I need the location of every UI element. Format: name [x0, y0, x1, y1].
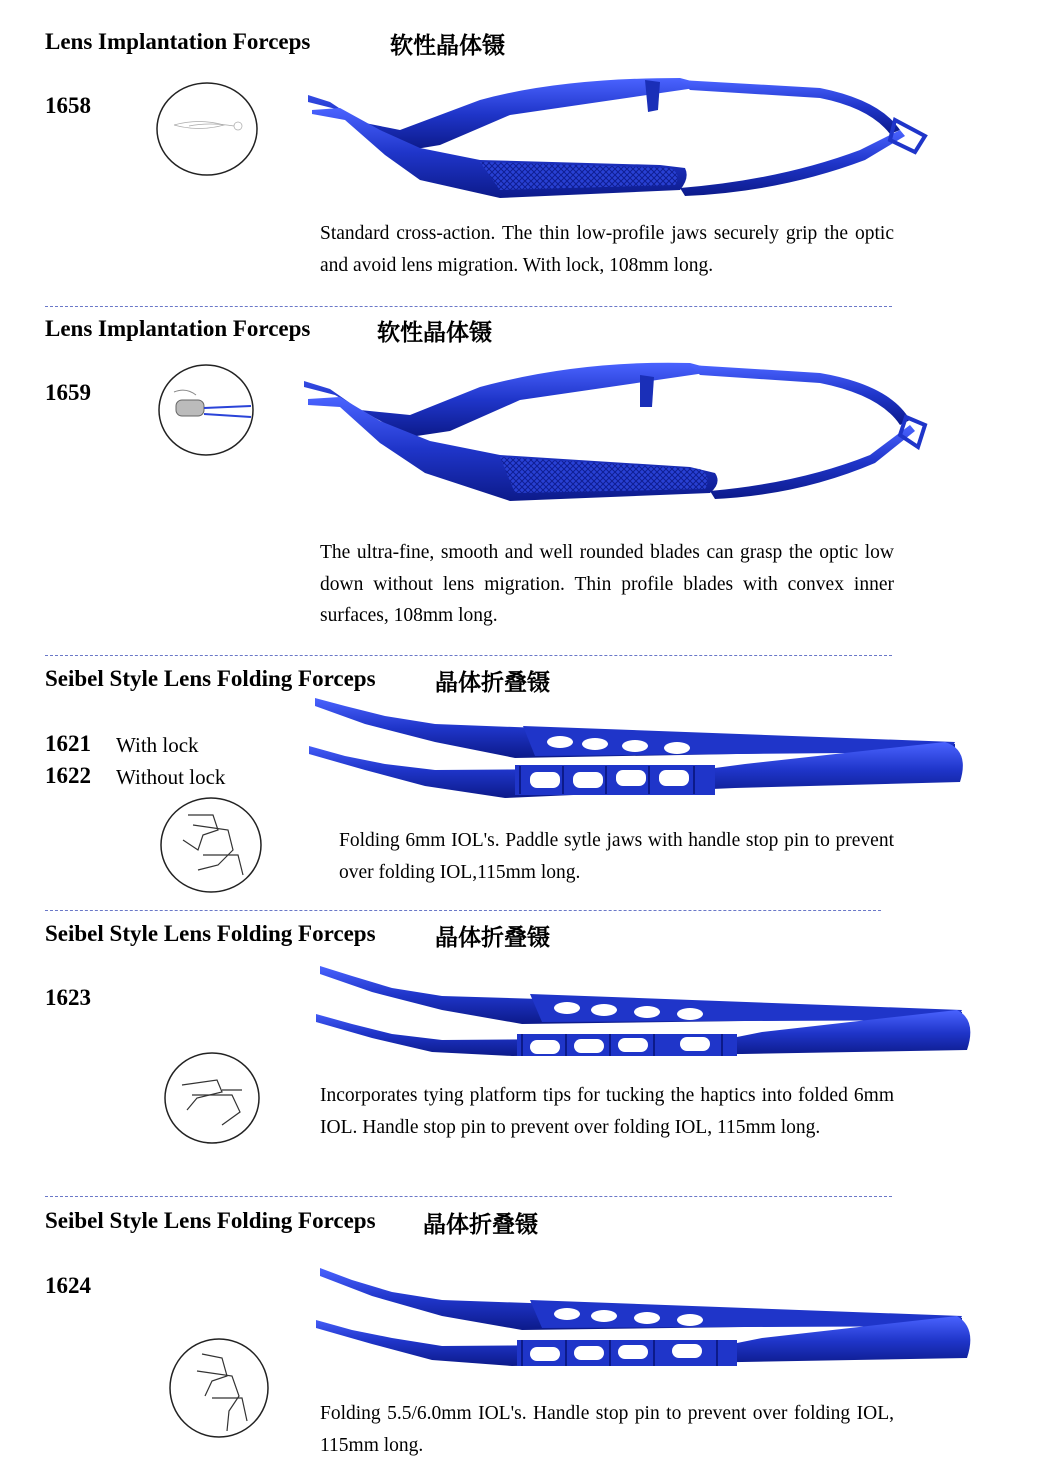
product-title	[45, 666, 550, 696]
tip-detail-image	[167, 1336, 271, 1440]
product-code: 1622	[45, 763, 91, 788]
product-description: The ultra-fine, smooth and well rounded blades can grasp the optic low down without lens migration. Thin profile blades with convex inner surfaces, 108mm long.	[320, 542, 894, 626]
tip-detail-image	[158, 795, 264, 895]
tip-detail-image	[154, 80, 260, 178]
forceps-image	[300, 70, 930, 200]
product-code: 1659	[45, 380, 91, 405]
product-code: 1621	[45, 731, 91, 756]
forceps-image	[312, 1262, 974, 1374]
product-variant-label: Without lock	[116, 765, 226, 789]
product-title	[45, 1208, 538, 1238]
product-title-en: Seibel Style Lens Folding Forceps	[45, 1208, 376, 1233]
product-title-cn: 晶体折叠镊	[423, 1212, 538, 1238]
section-divider	[45, 910, 881, 911]
product-title	[45, 921, 550, 951]
product-title	[45, 316, 492, 346]
section-divider	[45, 306, 892, 307]
product-variant-label: With lock	[116, 733, 199, 757]
product-description: Standard cross-action. The thin low-profile jaws securely grip the optic and avoid lens migration. With lock, 108mm long.	[320, 223, 894, 276]
forceps-image	[305, 690, 967, 802]
product-title	[45, 29, 505, 59]
forceps-image	[300, 355, 930, 505]
product-code: 1658	[45, 93, 91, 118]
product-code: 1624	[45, 1273, 91, 1298]
forceps-image	[312, 960, 974, 1060]
product-code: 1623	[45, 985, 91, 1010]
product-title-cn: 晶体折叠镊	[435, 670, 550, 696]
tip-detail-image	[156, 362, 260, 460]
section-divider	[45, 655, 892, 656]
product-title-en: Seibel Style Lens Folding Forceps	[45, 921, 376, 946]
product-title-en: Lens Implantation Forceps	[45, 29, 311, 54]
product-title-en: Lens Implantation Forceps	[45, 316, 311, 341]
product-description: Folding 5.5/6.0mm IOL's. Handle stop pin to prevent over folding IOL, 115mm long.	[320, 1403, 894, 1456]
product-title-en: Seibel Style Lens Folding Forceps	[45, 666, 376, 691]
product-description: Incorporates tying platform tips for tucking the haptics into folded 6mm IOL. Handle stop pin to prevent over folding IOL, 115mm long.	[320, 1085, 894, 1138]
product-description: Folding 6mm IOL's. Paddle sytle jaws with handle stop pin to prevent over folding IOL,115mm long.	[339, 830, 894, 883]
product-title-cn: 软性晶体镊	[377, 320, 492, 346]
section-divider	[45, 1196, 892, 1197]
tip-detail-image	[162, 1050, 262, 1146]
product-title-cn: 软性晶体镊	[390, 33, 505, 59]
product-title-cn: 晶体折叠镊	[435, 925, 550, 951]
